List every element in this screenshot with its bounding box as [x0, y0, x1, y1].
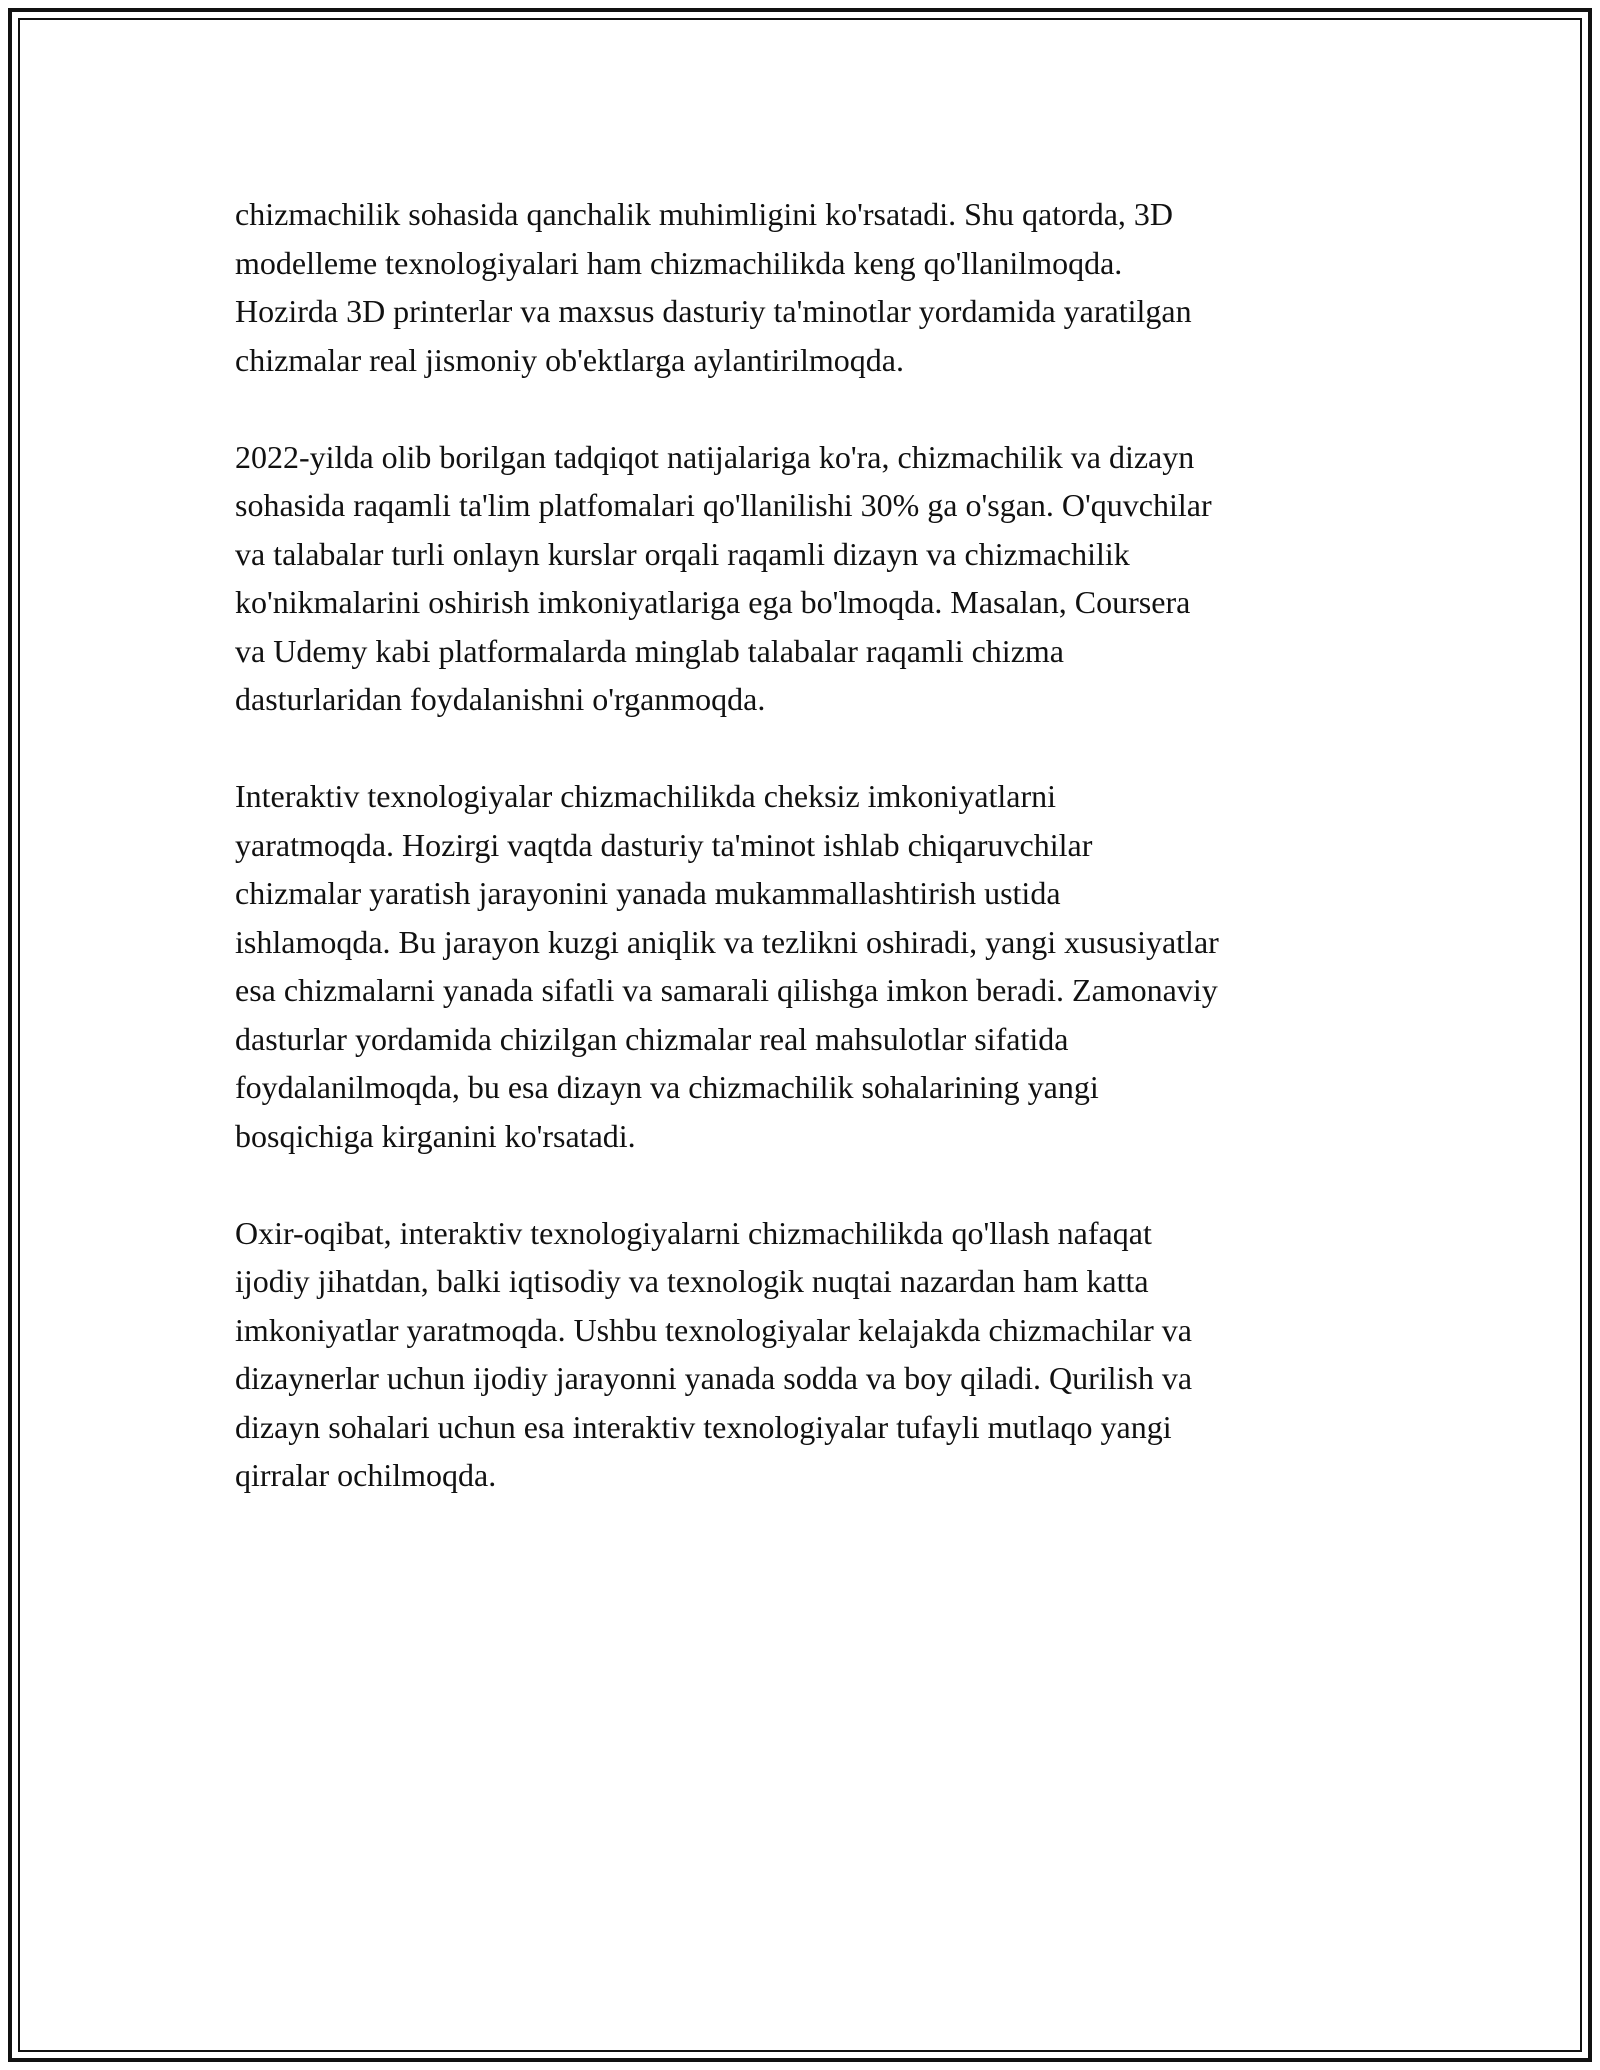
paragraph-4: Oxir-oqibat, interaktiv texnologiyalarni chizmachilikda qo'llash nafaqat ijodiy jihatdan, balki iqtisodiy va texnologik nuqtai nazardan ham katta imkoniyatlar yaratmoqda. Ushbu texnologiyalar kelajakda chizmachilar va dizaynerlar uchun ijodiy jarayonni yanada sodda va boy qiladi. Qurilish va dizayn sohalari uchun esa interaktiv texnologiyalar tufayli mutlaqo yangi qirralar ochilmoqda. — [235, 1214, 1193, 1493]
paragraph-1: chizmachilik sohasida qanchalik muhimligini ko'rsatadi. Shu qatorda, 3D modelleme texnologiyalari ham chizmachilikda keng qo'llanilmoqda. Hozirda 3D printerlar va maxsus dasturiy ta'minotlar yordamida yaratilgan chizmalar real jismoniy ob'ektlarga aylantirilmoqda. — [235, 196, 1192, 378]
paragraph-2: 2022-yilda olib borilgan tadqiqot natijalariga ko'ra, chizmachilik va dizayn sohasida raqamli ta'lim platfomalari qo'llanilishi 30% ga o'sgan. O'quvchilar va talabalar turli onlayn kurslar orqali raqamli dizayn va chizmachilik ko'nikmalarini oshirish imkoniyatlariga ega bo'lmoqda. Masalan, Coursera va Udemy kabi platformalarda minglab talabalar raqamli chizma dasturlaridan foydalanishni o'rganmoqda. — [235, 438, 1212, 717]
document-body — [235, 190, 1380, 1548]
paragraph-3: Interaktiv texnologiyalar chizmachilikda cheksiz imkoniyatlarni yaratmoqda. Hozirgi vaqtda dasturiy ta'minot ishlab chiqaruvchilar chizmalar yaratish jarayonini yanada mukammallashtirish ustida ishlamoqda. Bu jarayon kuzgi aniqlik va tezlikni oshiradi, yangi xususiyatlar esa chizmalarni yanada sifatli va samarali qilishga imkon beradi. Zamonaviy dasturlar yordamida chizilgan chizmalar real mahsulotlar sifatida foydalanilmoqda, bu esa dizayn va chizmachilik sohalarining yangi bosqichiga kirganini ko'rsatadi. — [235, 778, 1219, 1154]
